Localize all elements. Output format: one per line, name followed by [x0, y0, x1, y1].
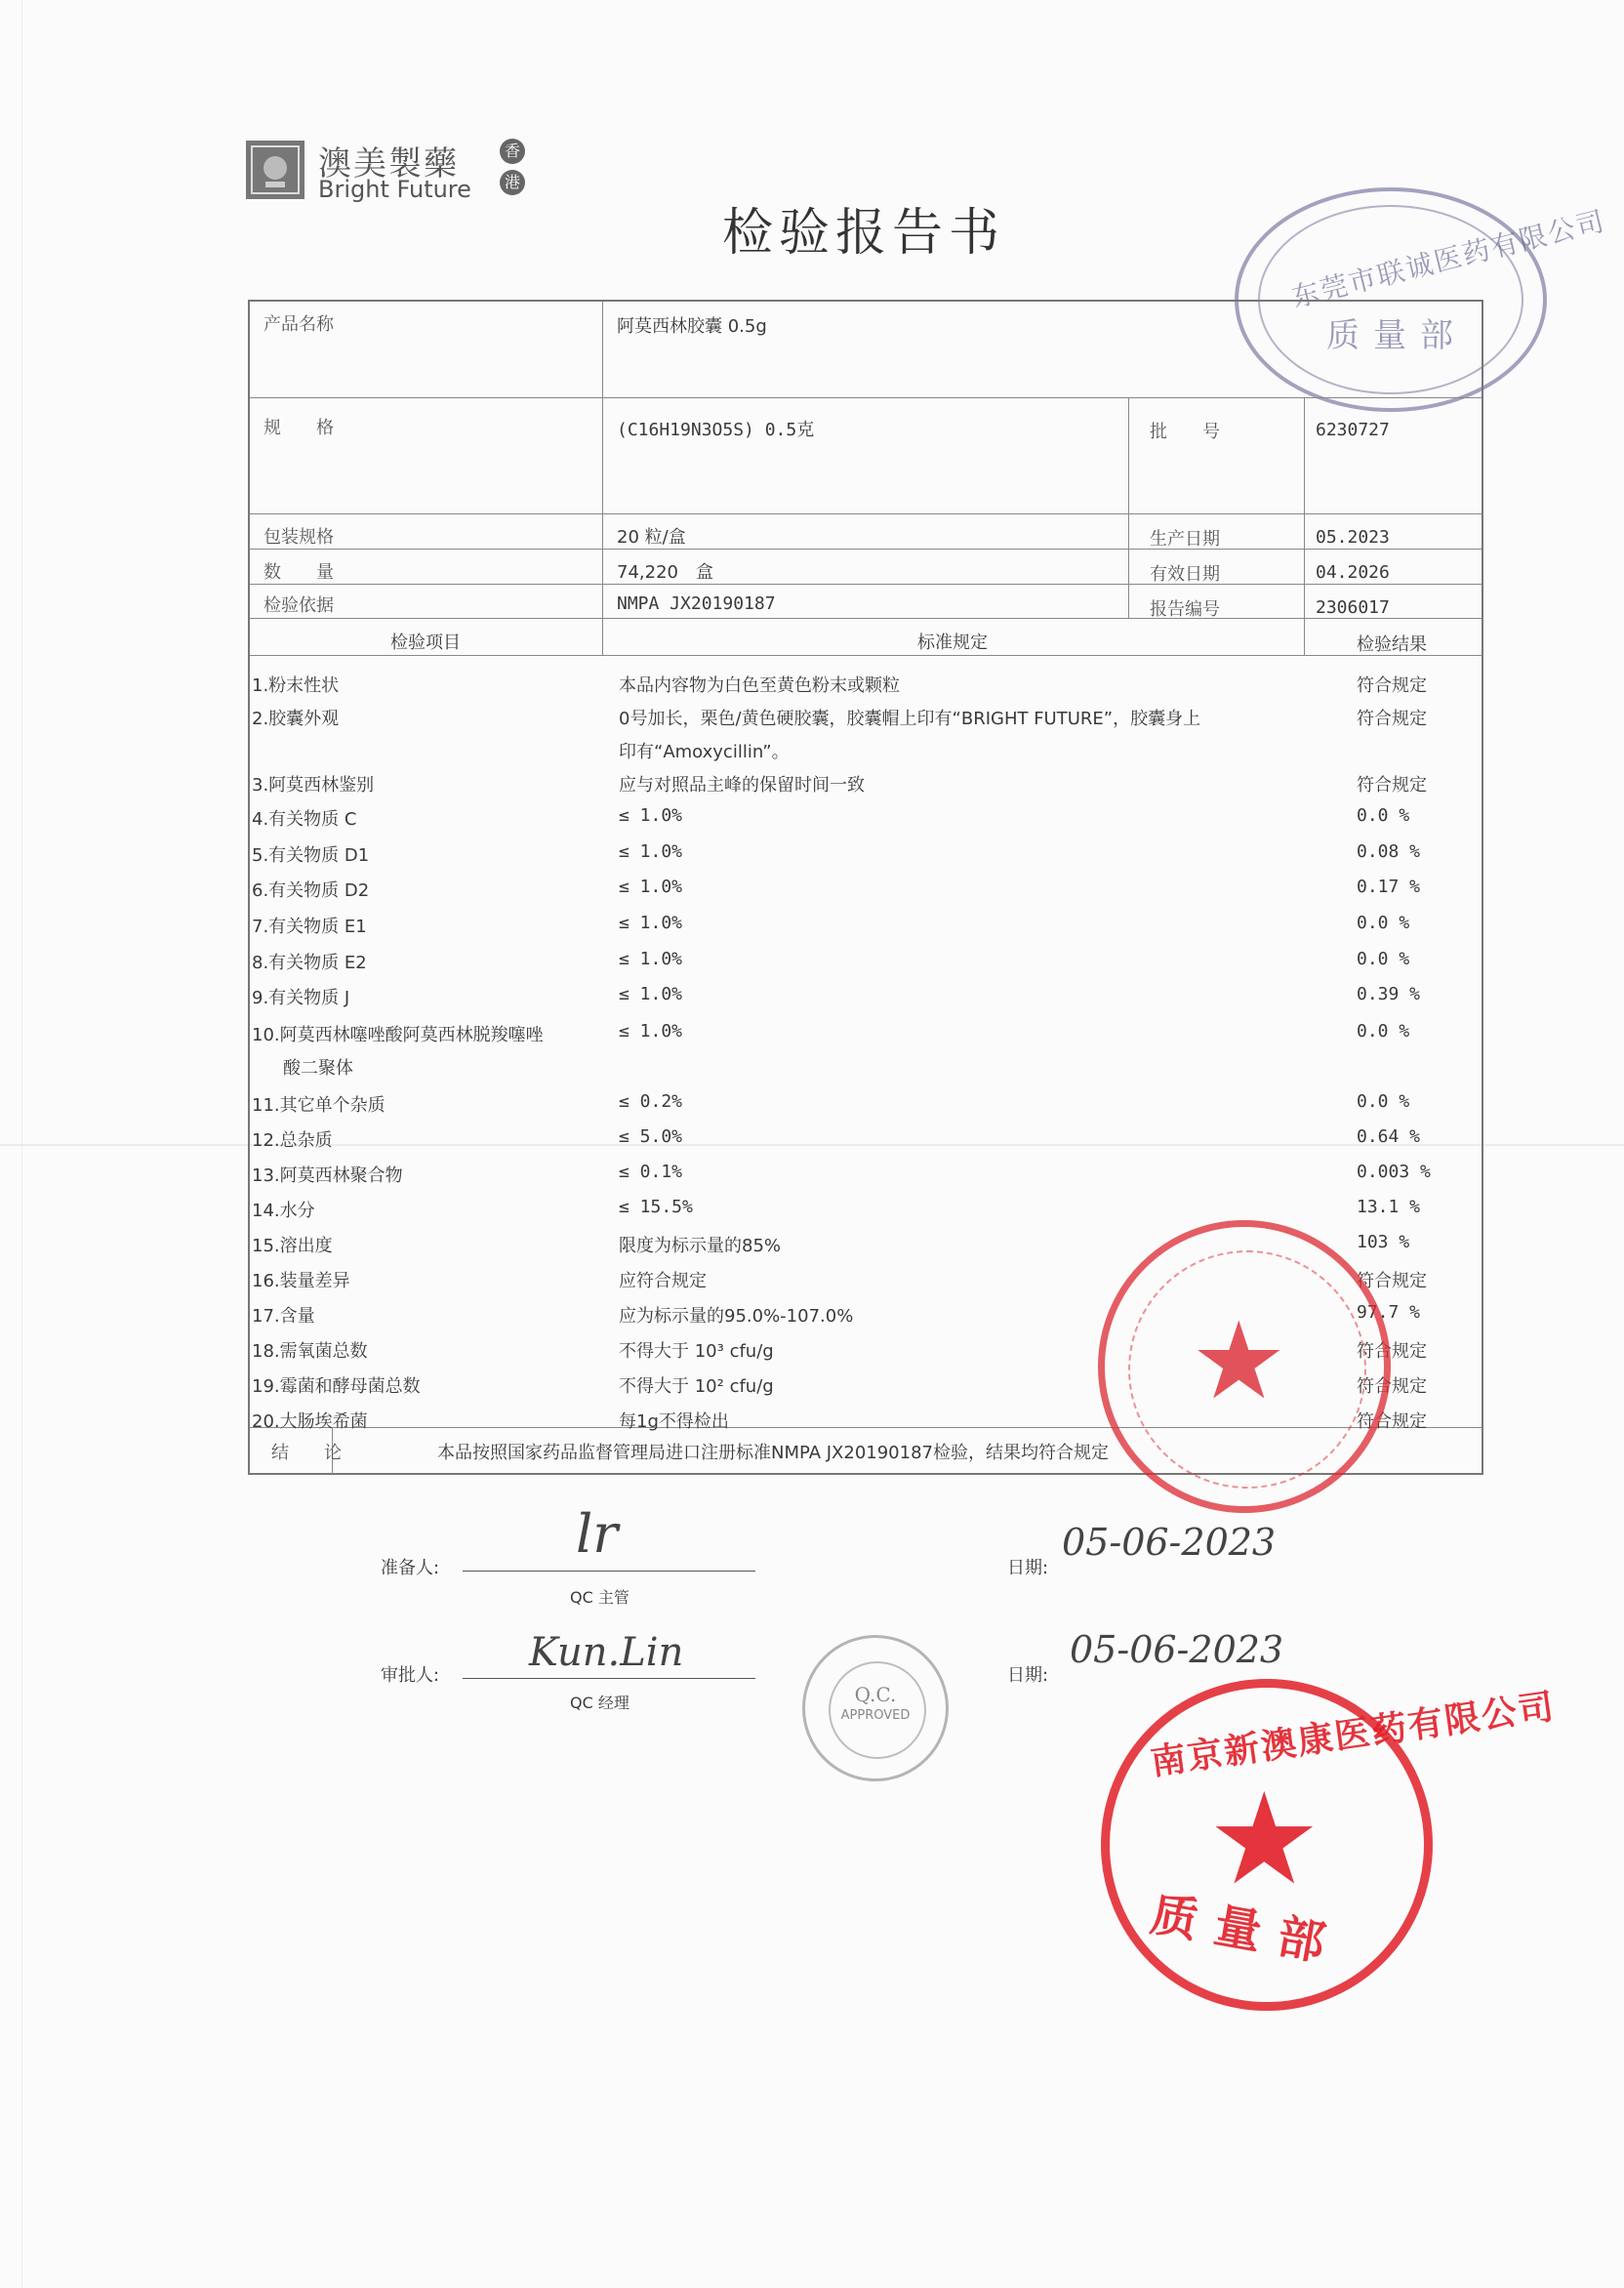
seal-qc-text: Q.C. — [854, 1683, 897, 1706]
report-no-value: 2306017 — [1316, 597, 1390, 618]
test-result: 0.64 % — [1357, 1126, 1421, 1147]
company-logo — [244, 137, 547, 207]
package-value: 20 粒/盒 — [617, 527, 686, 548]
test-standard: ≤ 0.1% — [619, 1162, 683, 1182]
seal-approved-text: APPROVED — [840, 1708, 911, 1723]
red-company-stamp — [1101, 1679, 1559, 2011]
quantity-value: 74,220 盒 — [617, 562, 713, 583]
expiry-label: 有效日期 — [1150, 564, 1220, 585]
logo-region-char: 港 — [500, 170, 525, 195]
test-result: 符合规定 — [1357, 1376, 1427, 1397]
test-standard: 每1g不得检出 — [619, 1411, 729, 1432]
test-standard: 不得大于 10² cfu/g — [619, 1376, 774, 1397]
test-item-cont: 酸二聚体 — [283, 1058, 353, 1079]
test-item: 17.含量 — [252, 1306, 315, 1327]
test-result: 符合规定 — [1357, 675, 1427, 696]
prepared-signature: lr — [576, 1503, 619, 1565]
test-item: 20.大肠埃希菌 — [252, 1411, 368, 1432]
quantity-label: 数 量 — [264, 562, 334, 583]
test-standard: ≤ 0.2% — [619, 1091, 683, 1112]
approved-by-label: 审批人: — [381, 1665, 440, 1686]
product-name-label: 产品名称 — [264, 314, 334, 335]
test-result: 0.39 % — [1357, 984, 1421, 1004]
red-stamp-dept: 质量部 — [1146, 1887, 1347, 1975]
package-label: 包装规格 — [264, 527, 334, 548]
test-standard: 应为标示量的95.0%-107.0% — [619, 1306, 854, 1327]
logo-chinese-name: 澳美製藥 — [318, 144, 459, 184]
basis-label: 检验依据 — [264, 595, 334, 616]
approved-date-label: 日期: — [1007, 1665, 1049, 1686]
test-item: 5.有关物质 D1 — [252, 845, 370, 866]
row-divider — [250, 513, 1482, 514]
batch-value: 6230727 — [1316, 420, 1390, 440]
conclusion-value: 本品按照国家药品监督管理局进口注册标准NMPA JX20190187检验，结果均符合规定 — [437, 1443, 1109, 1463]
test-item: 9.有关物质 J — [252, 988, 350, 1008]
test-result: 0.08 % — [1357, 841, 1421, 862]
logo-emblem-icon — [244, 139, 306, 201]
test-item: 11.其它单个杂质 — [252, 1095, 386, 1116]
conclusion-label: 结 论 — [271, 1443, 342, 1463]
row-divider — [250, 549, 1482, 550]
test-result: 0.17 % — [1357, 877, 1421, 897]
header-standard: 标准规定 — [917, 633, 988, 653]
test-item: 3.阿莫西林鉴别 — [252, 775, 375, 796]
test-standard: 应符合规定 — [619, 1271, 707, 1291]
mfg-date-value: 05.2023 — [1316, 527, 1390, 548]
header-item: 检验项目 — [390, 633, 461, 653]
test-item: 12.总杂质 — [252, 1130, 333, 1151]
test-result: 符合规定 — [1357, 775, 1427, 796]
basis-value: NMPA JX20190187 — [617, 593, 776, 614]
spec-label: 规 格 — [264, 418, 334, 438]
test-item: 16.装量差异 — [252, 1271, 350, 1291]
row-divider — [250, 655, 1482, 656]
batch-label: 批 号 — [1150, 422, 1220, 442]
test-standard: ≤ 1.0% — [619, 984, 683, 1004]
test-standard: ≤ 1.0% — [619, 913, 683, 933]
approved-date: 05-06-2023 — [1070, 1628, 1284, 1671]
prepared-role: QC 主管 — [570, 1588, 629, 1607]
test-standard: ≤ 1.0% — [619, 949, 683, 969]
test-standard: ≤ 1.0% — [619, 805, 683, 826]
approved-signature: Kun.Lin — [529, 1630, 684, 1675]
expiry-value: 04.2026 — [1316, 562, 1390, 583]
star-icon: ★ — [1207, 1765, 1321, 1913]
col-divider — [1304, 397, 1305, 655]
row-divider — [250, 397, 1482, 398]
test-result: 13.1 % — [1357, 1197, 1421, 1217]
row-divider — [250, 584, 1482, 585]
product-name-value: 阿莫西林胶囊 0.5g — [617, 316, 767, 337]
test-standard: ≤ 1.0% — [619, 877, 683, 897]
col-divider — [602, 302, 603, 655]
logo-region-badge — [500, 139, 529, 201]
prepared-date: 05-06-2023 — [1062, 1521, 1277, 1564]
test-result: 0.0 % — [1357, 913, 1410, 933]
qc-approved-seal — [802, 1635, 949, 1781]
test-item: 19.霉菌和酵母菌总数 — [252, 1376, 421, 1397]
test-standard: ≤ 1.0% — [619, 1021, 683, 1042]
test-standard: 应与对照品主峰的保留时间一致 — [619, 775, 865, 796]
mfg-date-label: 生产日期 — [1150, 529, 1220, 550]
test-result: 符合规定 — [1357, 709, 1427, 729]
prepared-by-label: 准备人: — [381, 1558, 440, 1578]
test-item: 15.溶出度 — [252, 1236, 333, 1256]
col-divider — [1128, 397, 1129, 619]
test-item: 2.胶囊外观 — [252, 709, 340, 729]
test-item: 8.有关物质 E2 — [252, 953, 367, 973]
test-standard: 本品内容物为白色至黄色粉末或颗粒 — [619, 675, 900, 696]
test-result: 0.0 % — [1357, 949, 1410, 969]
test-item: 18.需氧菌总数 — [252, 1341, 368, 1362]
test-standard-cont: 印有“Amoxycillin”。 — [619, 742, 790, 762]
test-item: 1.粉末性状 — [252, 675, 340, 696]
red-stamp-company: 南京新澳康医药有限公司 — [1148, 1687, 1559, 1783]
test-item: 4.有关物质 C — [252, 809, 357, 830]
star-icon: ★ — [1191, 1298, 1287, 1423]
test-standard: ≤ 1.0% — [619, 841, 683, 862]
header-result: 检验结果 — [1357, 634, 1427, 655]
test-result: 符合规定 — [1357, 1411, 1427, 1432]
paper-edge — [21, 0, 22, 2288]
prepared-signature-line — [463, 1571, 755, 1572]
blue-stamp-dept: 质量部 — [1326, 316, 1467, 355]
test-result: 0.0 % — [1357, 1091, 1410, 1112]
test-item: 7.有关物质 E1 — [252, 917, 367, 937]
report-no-label: 报告编号 — [1150, 599, 1220, 620]
row-divider — [250, 618, 1482, 619]
test-standard: 限度为标示量的85% — [619, 1236, 782, 1256]
logo-english-name: Bright Future — [318, 176, 471, 203]
test-standard: 不得大于 10³ cfu/g — [619, 1341, 774, 1362]
test-result: 符合规定 — [1357, 1271, 1427, 1291]
test-result: 0.0 % — [1357, 1021, 1410, 1042]
test-item: 14.水分 — [252, 1201, 315, 1221]
test-result: 97.7 % — [1357, 1302, 1421, 1323]
report-title: 检验报告书 — [722, 204, 1006, 263]
test-standard: 0号加长，栗色/黄色硬胶囊，胶囊帽上印有“BRIGHT FUTURE”，胶囊身上 — [619, 709, 1201, 729]
approved-signature-line — [463, 1678, 755, 1679]
test-standard: ≤ 5.0% — [619, 1126, 683, 1147]
test-standard: ≤ 15.5% — [619, 1197, 693, 1217]
approved-role: QC 经理 — [570, 1694, 629, 1712]
prepared-date-label: 日期: — [1007, 1558, 1049, 1578]
test-result: 0.003 % — [1357, 1162, 1431, 1182]
blue-stamp-company: 东莞市联诚医药有限公司 — [1288, 204, 1609, 314]
logo-region-char: 香 — [500, 139, 525, 164]
test-item: 10.阿莫西林噻唑酸阿莫西林脱羧噻唑 — [252, 1025, 544, 1045]
test-result: 103 % — [1357, 1232, 1410, 1252]
test-item: 6.有关物质 D2 — [252, 880, 370, 901]
red-company-stamp-overlay — [1098, 1220, 1391, 1513]
test-item: 13.阿莫西林聚合物 — [252, 1165, 403, 1186]
test-result: 符合规定 — [1357, 1341, 1427, 1362]
spec-value: (C16H19N3O5S) 0.5克 — [617, 420, 815, 440]
test-result: 0.0 % — [1357, 805, 1410, 826]
